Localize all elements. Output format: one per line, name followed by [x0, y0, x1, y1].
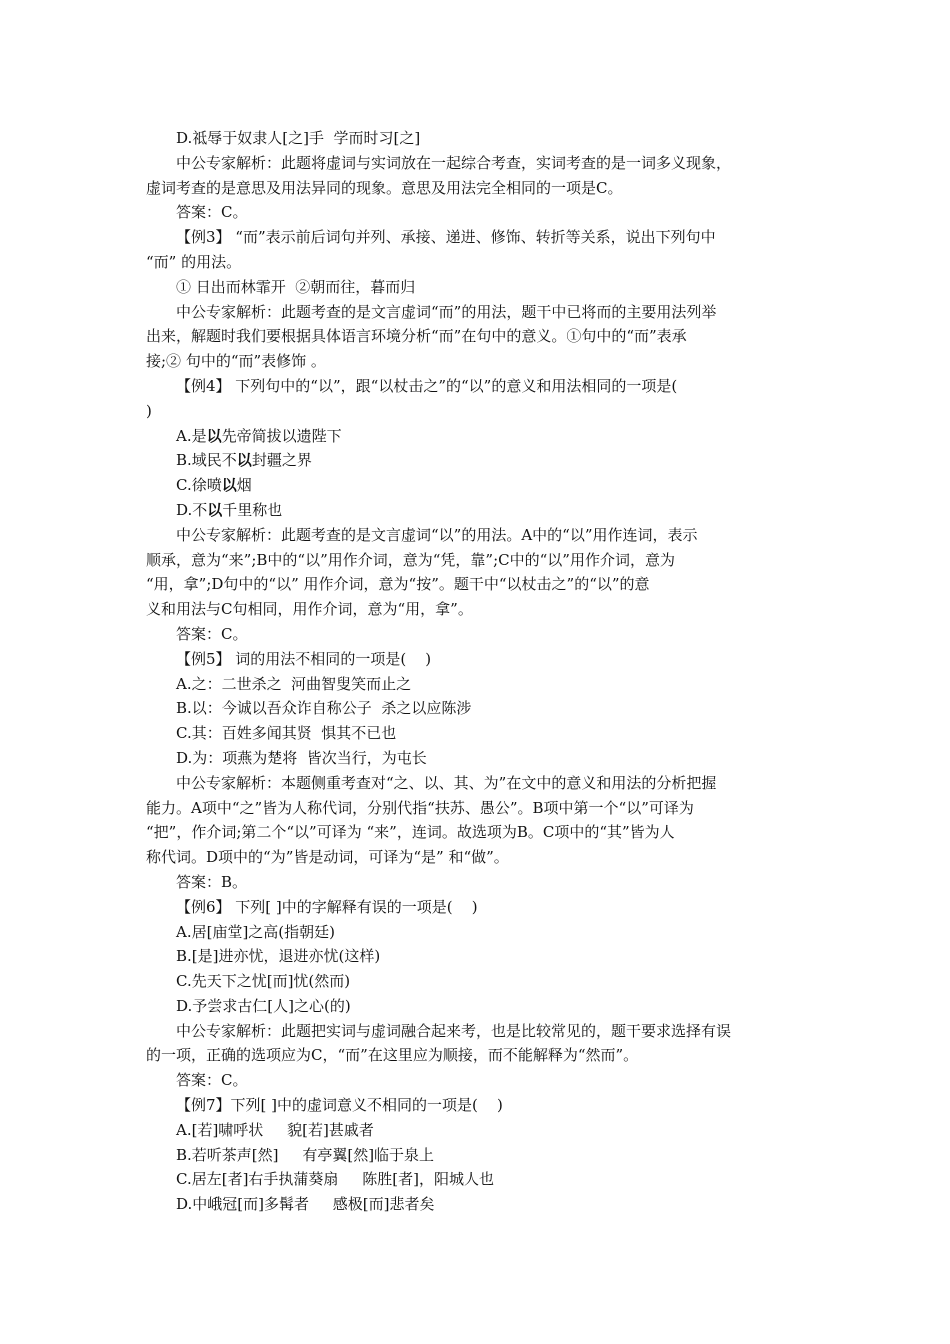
- option-line: B.[是]进亦忧，退进亦忧(这样): [176, 947, 381, 966]
- example-heading: 【例4】 下列句中的“以”，跟“以杖击之”的“以”的意义和用法相同的一项是(: [176, 376, 678, 395]
- text-line: 接;② 句中的“而”表修饰 。: [146, 352, 326, 371]
- option-text: D.不: [176, 500, 208, 519]
- option-line: D.为：项燕为楚将 皆次当行，为屯长: [176, 748, 427, 767]
- option-text: A.是: [176, 426, 207, 445]
- text-line: “把”，作介词;第二个“以”可译为 “来”，连词。故选项为B。C项中的“其”皆为人: [146, 823, 675, 842]
- option-line: [146, 473, 806, 498]
- example-heading: 【例7】下列[ ]中的虚词意义不相同的一项是( ): [176, 1096, 503, 1115]
- option-text: 烟: [236, 476, 252, 495]
- option-text: 千里称也: [222, 500, 283, 519]
- highlight-text: 以: [221, 476, 237, 495]
- option-line: B.若听茶声[然] 有亭翼[然]临于泉上: [176, 1145, 435, 1164]
- answer-line: 答案：C。: [176, 203, 248, 222]
- option-text: B.域民不: [176, 451, 237, 470]
- text-line: 中公专家解析：此题将虚词与实词放在一起综合考查，实词考查的是一词多义现象，: [176, 153, 732, 172]
- example-heading: 【例5】 词的用法不相同的一项是( ): [176, 649, 432, 668]
- example-heading: 【例6】 下列[ ]中的字解释有误的一项是( ): [176, 897, 478, 916]
- option-line: [146, 448, 806, 473]
- option-text: C.徐喷: [176, 476, 222, 495]
- text-line: ): [146, 401, 152, 420]
- option-text: 封疆之界: [251, 451, 312, 470]
- example-heading: 【例3】 “而”表示前后词句并列、承接、递进、修饰、转折等关系，说出下列句中: [176, 228, 716, 247]
- option-line: [146, 424, 806, 449]
- answer-line: 答案：C。: [176, 624, 248, 643]
- text-line: 中公专家解析：此题把实词与虚词融合起来考，也是比较常见的，题干要求选择有误: [176, 1021, 732, 1040]
- option-line: D.中峨冠[而]多髯者 感极[而]悲者矣: [176, 1195, 435, 1214]
- text-line: ① 日出而林霏开 ②朝而往，暮而归: [176, 277, 416, 296]
- option-text: 先帝简拔以遗陛下: [221, 426, 342, 445]
- text-line: D.祗辱于奴隶人[之]手 学而时习[之]: [176, 129, 421, 147]
- text-line: “而” 的用法。: [146, 252, 242, 271]
- option-line: C.先天下之忧[而]忧(然而): [176, 972, 351, 991]
- text-line: 顺承，意为“来”;B中的“以”用作介词，意为“凭，靠”;C中的“以”用作介词，意为: [146, 550, 675, 569]
- option-line: C.居左[者]右手执蒲葵扇 陈胜[者]，阳城人也: [176, 1170, 494, 1189]
- option-line: C.其：百姓多闻其贤 惧其不已也: [176, 724, 397, 743]
- answer-line: 答案：C。: [176, 1071, 248, 1090]
- option-line: [146, 498, 806, 523]
- option-line: A.之：二世杀之 河曲智叟笑而止之: [176, 674, 412, 693]
- text-line: 中公专家解析：此题考查的是文言虚词“以”的用法。A中的“以”用作连词，表示: [176, 525, 698, 544]
- highlight-text: 以: [236, 451, 252, 470]
- text-line: 虚词考查的是意思及用法异同的现象。意思及用法完全相同的一项是C。: [146, 178, 623, 197]
- text-line: 能力。A项中“之”皆为人称代词，分别代指“扶苏、愚公”。B项中第一个“以”可译为: [146, 798, 694, 817]
- text-line: “用，拿”;D句中的“以” 用作介词，意为“按”。题干中“以杖击之”的“以”的意: [146, 575, 650, 594]
- document-body: [146, 126, 806, 1217]
- highlight-text: 以: [206, 426, 222, 445]
- text-line: 义和用法与C句相同，用作介词，意为“用，拿”。: [146, 600, 473, 619]
- option-line: A.[若]啸呼状 貌[若]甚戚者: [176, 1120, 374, 1139]
- text-line: 的一项，正确的选项应为C，“而”在这里应为顺接，而不能解释为“然而”。: [146, 1046, 639, 1065]
- option-line: A.居[庙堂]之高(指朝廷): [176, 922, 336, 941]
- text-line: 出来，解题时我们要根据具体语言环境分析“而”在句中的意义。①句中的“而”表承: [146, 327, 687, 346]
- text-line: 中公专家解析：本题侧重考查对“之、以、其、为”在文中的意义和用法的分析把握: [176, 773, 717, 792]
- text-line: 中公专家解析：此题考查的是文言虚词“而”的用法，题干中已将而的主要用法列举: [176, 302, 717, 321]
- option-line: D.予尝求古仁[人]之心(的): [176, 996, 351, 1015]
- highlight-text: 以: [207, 500, 223, 519]
- option-line: B.以：今诚以吾众诈自称公子 杀之以应陈涉: [176, 699, 472, 718]
- text-line: 称代词。D项中的“为”皆是动词，可译为“是” 和“做”。: [146, 848, 509, 867]
- answer-line: 答案：B。: [176, 872, 248, 891]
